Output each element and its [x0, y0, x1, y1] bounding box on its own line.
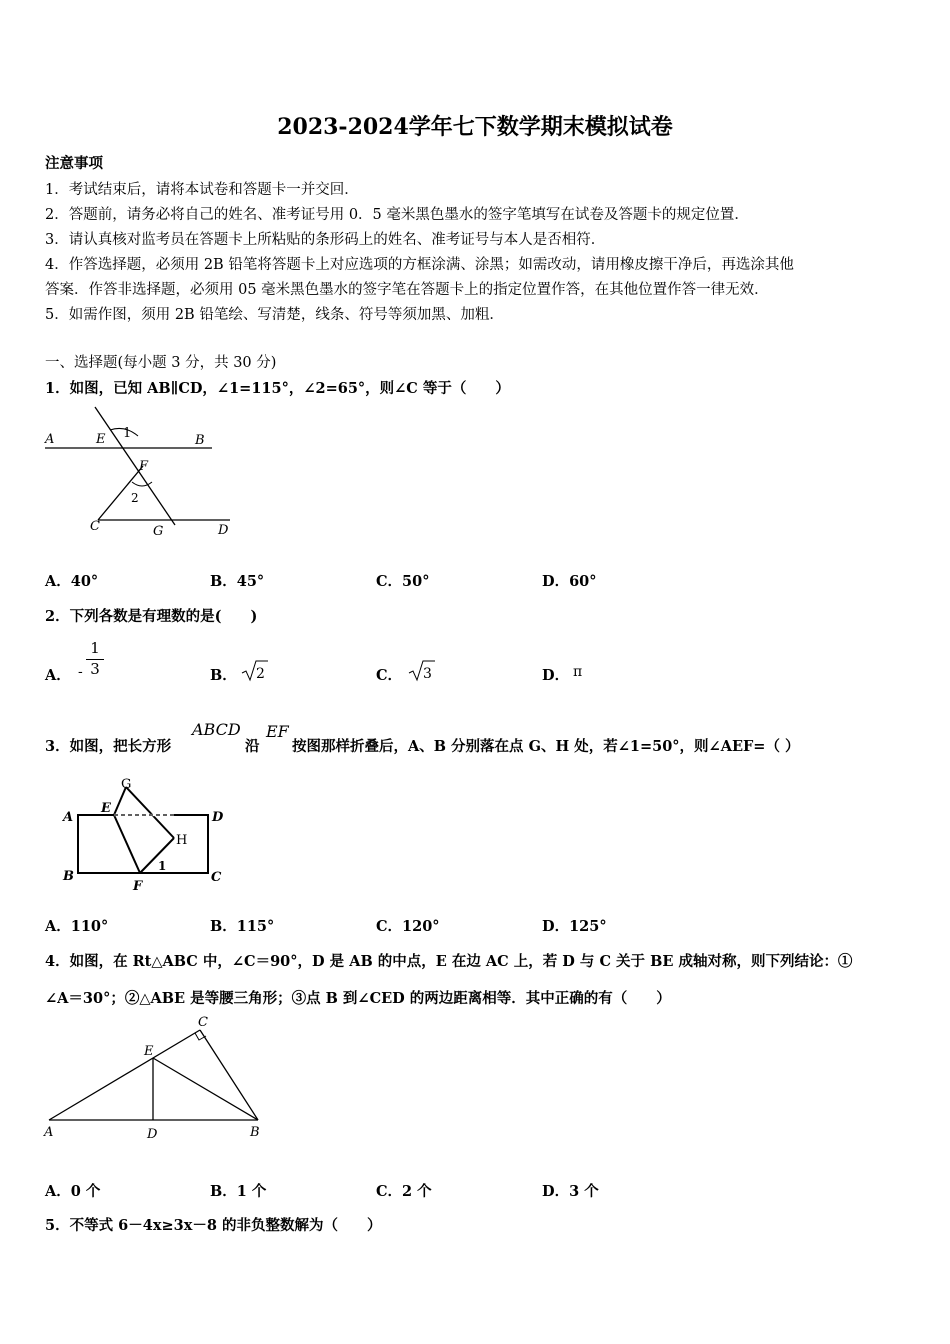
- point-g-label: G: [121, 777, 132, 792]
- fold-edge-name: EF: [266, 722, 289, 741]
- point-d-label: D: [147, 1127, 158, 1142]
- segment-gh: [126, 787, 174, 838]
- point-b-label: B: [250, 1125, 260, 1140]
- question-3-option-d[interactable]: D．125°: [542, 918, 607, 935]
- question-1-stem: 1．如图，已知 AB∥CD，∠1=115°，∠2=65°，则∠C 等于（ ）: [45, 380, 510, 397]
- question-3-along: 沿: [245, 738, 260, 755]
- question-1-option-c[interactable]: C．50°: [376, 573, 430, 590]
- angle-1-label: 1: [123, 426, 132, 441]
- question-2-option-a[interactable]: A．: [45, 667, 71, 684]
- pi-value: π: [573, 664, 583, 680]
- right-angle-mark: [195, 1033, 206, 1040]
- notice-item: 4．作答选择题，必须用 2B 铅笔将答题卡上对应选项的方框涂满、涂黑；如需改动，请用橡皮擦干净后，再选涂其他: [45, 257, 794, 273]
- question-2-option-c[interactable]: C．: [376, 667, 403, 684]
- angle-2-arc: [132, 482, 152, 486]
- transversal-line: [95, 407, 175, 525]
- segment-ac: [49, 1030, 200, 1120]
- question-1-figure: [40, 400, 240, 545]
- fold-line-ef: [114, 815, 140, 873]
- question-1-option-d[interactable]: D．60°: [542, 573, 597, 590]
- angle-1-label: 1: [158, 859, 167, 873]
- notice-item: 5．如需作图，须用 2B 铅笔绘、写清楚，线条、符号等须加黑、加粗．: [45, 307, 504, 323]
- fraction-one-third: [86, 639, 104, 678]
- point-e-label: E: [144, 1044, 154, 1059]
- question-5-stem: 5．不等式 6－4x≥3x－8 的非负整数解为（ ）: [45, 1217, 382, 1234]
- point-a-label: A: [44, 1125, 54, 1140]
- question-3-option-a[interactable]: A．110°: [45, 918, 109, 935]
- sqrt-3-value: 3: [423, 666, 432, 682]
- question-4-option-c[interactable]: C．2 个: [376, 1183, 432, 1200]
- question-3-option-b[interactable]: B．115°: [210, 918, 275, 935]
- point-f-label: F: [133, 879, 143, 894]
- point-a-label: A: [63, 810, 74, 825]
- question-3-option-c[interactable]: C．120°: [376, 918, 440, 935]
- point-g-label: G: [153, 524, 164, 539]
- question-4-stem-line1: 4．如图，在 Rt△ABC 中，∠C＝90°，D 是 AB 的中点，E 在边 AC 上，若 D 与 C 关于 BE 成轴对称，则下列结论：①: [45, 953, 853, 970]
- segment-hf: [140, 838, 174, 873]
- question-4-option-b[interactable]: B．1 个: [210, 1183, 267, 1200]
- sqrt-2-value: 2: [256, 666, 265, 682]
- fraction-denominator: 3: [86, 659, 104, 678]
- sqrt-3-radical: [407, 658, 437, 684]
- segment-cb: [200, 1030, 258, 1120]
- question-4-option-d[interactable]: D．3 个: [542, 1183, 599, 1200]
- notice-item: 1．考试结束后，请将本试卷和答题卡一并交回．: [45, 182, 359, 198]
- point-c-label: C: [211, 870, 222, 885]
- point-e-label: E: [101, 801, 111, 816]
- point-d-label: D: [212, 810, 224, 825]
- point-c-label: C: [90, 519, 100, 534]
- notice-item: 3．请认真核对监考员在答题卡上所粘贴的条形码上的姓名、准考证号与本人是否相符．: [45, 232, 606, 248]
- section-heading: 一、选择题(每小题 3 分，共 30 分): [45, 355, 277, 371]
- notice-item: 答案．作答非选择题，必须用 05 毫米黑色墨水的签字笔在答题卡上的指定位置作答，在其他位置作答一律无效．: [45, 282, 769, 298]
- question-1-option-a[interactable]: A．40°: [45, 573, 99, 590]
- question-3-stem-post: 按图那样折叠后，A、B 分别落在点 G、H 处，若∠1=50°，则∠AEF=（ ）: [292, 738, 800, 755]
- fraction-numerator: 1: [90, 639, 100, 657]
- question-2-option-b[interactable]: B．: [210, 667, 237, 684]
- question-4-option-a[interactable]: A．0 个: [45, 1183, 101, 1200]
- point-e-label: E: [96, 432, 106, 447]
- notice-item: 2．答题前，请务必将自己的姓名、准考证号用 0．5 毫米黑色墨水的签字笔填写在试卷及答题卡的规定位置．: [45, 207, 749, 223]
- segment-eb: [153, 1058, 258, 1120]
- question-2-stem: 2．下列各数是有理数的是( ): [45, 608, 258, 625]
- point-b-label: B: [195, 433, 205, 448]
- point-b-label: B: [63, 869, 74, 884]
- sqrt-2-radical: [240, 658, 270, 684]
- point-d-label: D: [218, 523, 229, 538]
- question-4-figure: [40, 1010, 270, 1145]
- point-f-label: F: [139, 459, 149, 474]
- point-a-label: A: [45, 432, 55, 447]
- page-title: 2023-2024学年七下数学期末模拟试卷: [277, 114, 673, 140]
- question-3-stem-pre: 3．如图，把长方形: [45, 738, 172, 755]
- minus-sign: -: [78, 664, 83, 680]
- point-h-label: H: [176, 833, 188, 848]
- notice-heading: 注意事项: [45, 155, 103, 172]
- question-2-option-d[interactable]: D．: [542, 667, 570, 684]
- rectangle-name: ABCD: [192, 720, 241, 739]
- angle-2-label: 2: [131, 491, 139, 505]
- question-1-option-b[interactable]: B．45°: [210, 573, 265, 590]
- point-c-label: C: [198, 1015, 208, 1030]
- question-4-stem-line2: ∠A＝30°；②△ABE 是等腰三角形；③点 B 到∠CED 的两边距离相等．其中正确的有（ ）: [45, 990, 671, 1007]
- rectangle-abcd: [78, 815, 208, 873]
- question-3-figure: [58, 772, 233, 894]
